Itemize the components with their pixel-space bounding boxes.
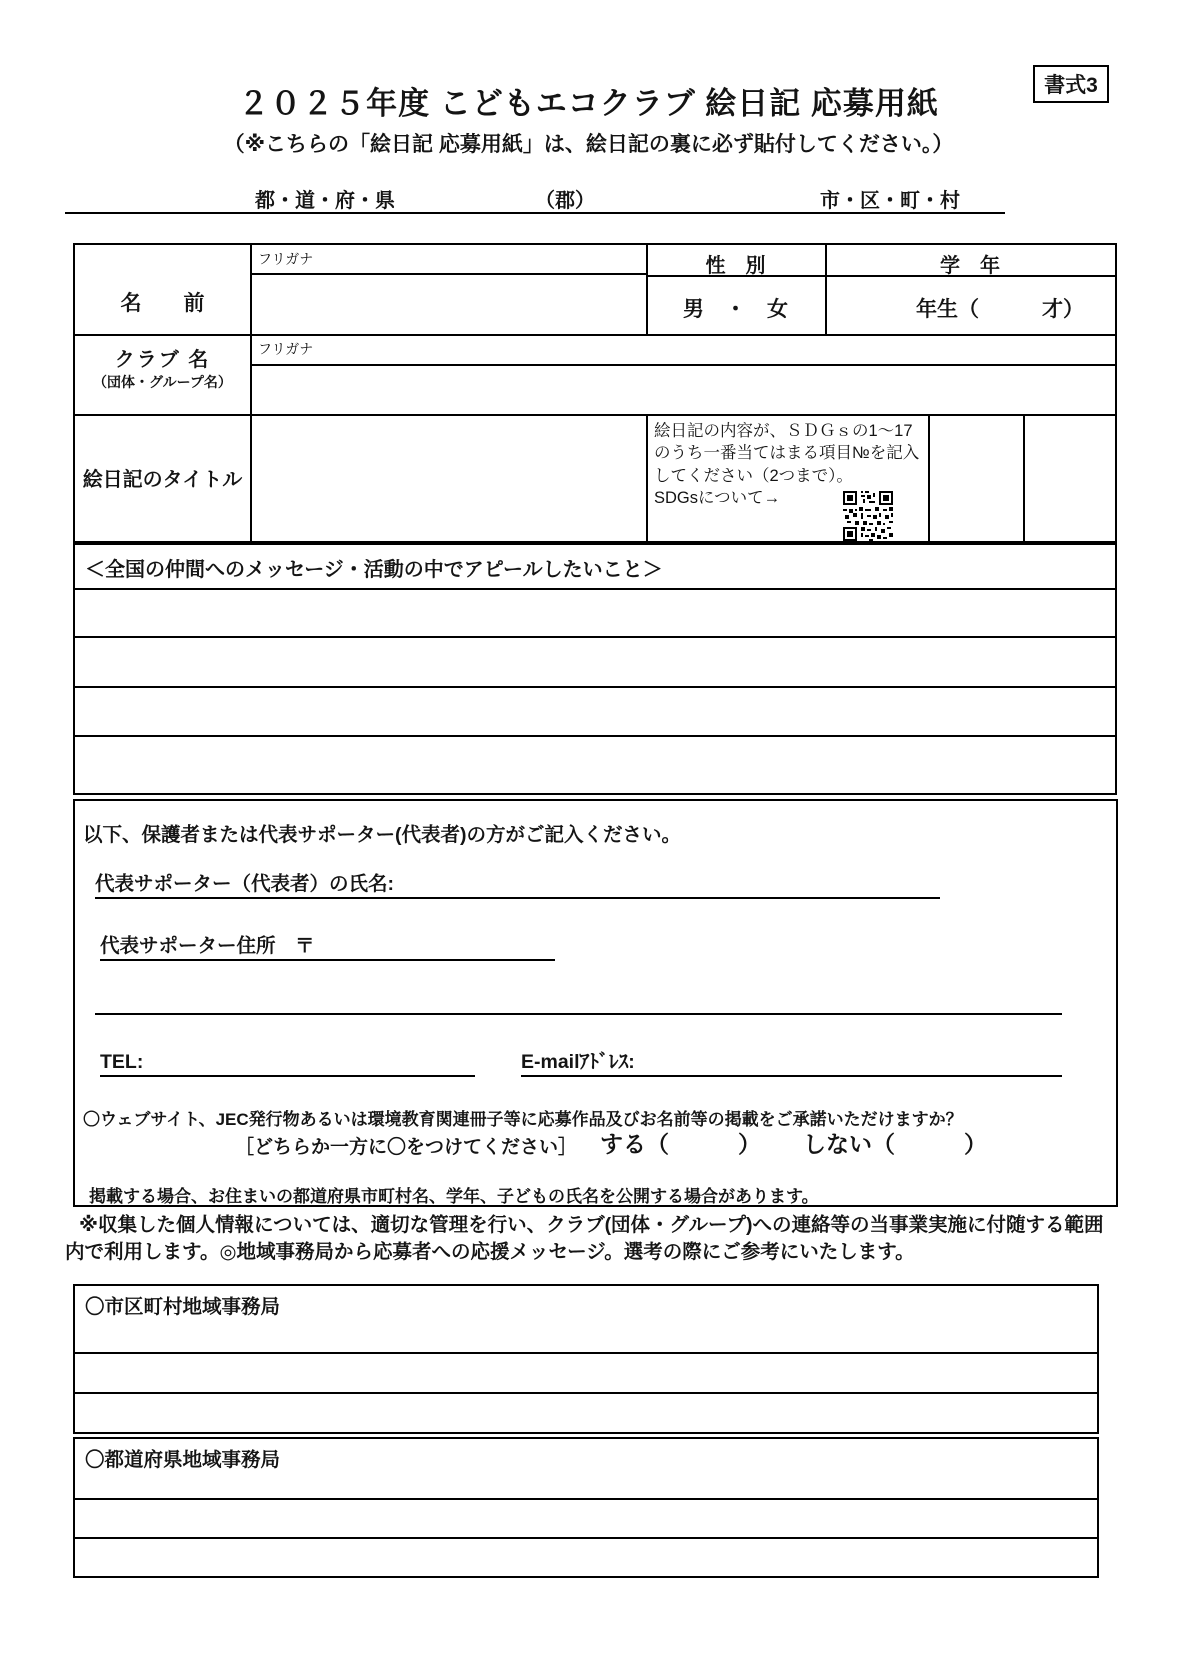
publish-note: 掲載する場合、お住まいの都道府県市町村名、学年、子どもの氏名を公開する場合があります。 (89, 1187, 819, 1206)
grade-label: 学 年 (940, 255, 1000, 277)
consent-question: 〇ウェブサイト、JEC発行物あるいは環境教育関連冊子等に応募作品及びお名前等の掲載をご承諾いただけますか？ (83, 1110, 963, 1129)
name-input-area[interactable] (252, 275, 644, 332)
email-field[interactable] (521, 1043, 1062, 1077)
message-heading: ＜全国の仲間へのメッセージ・活動の中でアピールしたいこと＞ (85, 559, 663, 581)
name-furigana-label: フリガナ (258, 251, 314, 267)
format-badge-label: 書式3 (1044, 74, 1098, 97)
prefectural-office-box (73, 1437, 1099, 1578)
municipality-label: 市・区・町・村 (820, 190, 960, 212)
club-furigana-label: フリガナ (258, 341, 314, 357)
consent-no-option[interactable]: しない（ ） (803, 1131, 987, 1157)
message-row-4[interactable] (75, 737, 1115, 793)
qr-code-icon (840, 491, 896, 541)
applicant-table (73, 243, 1117, 543)
prefectural-office-row-2[interactable] (75, 1500, 1097, 1537)
message-row-2[interactable] (75, 638, 1115, 686)
diary-title-input-area[interactable] (252, 416, 644, 539)
municipal-office-box (73, 1284, 1099, 1434)
municipal-office-row-1[interactable] (75, 1286, 1097, 1352)
sdgs-note: 絵日記の内容が、ＳＤＧｓの1～17のうち一番当てはまる項目№を記入してください（2つまで）。 (654, 422, 920, 485)
gender-label: 性 別 (705, 255, 766, 277)
sdgs-link-label: SDGsについて→ (654, 489, 781, 508)
county-label: （郡） (535, 190, 595, 212)
privacy-note: ※収集した個人情報については、適切な管理を行い、クラブ(団体・グループ)への連絡等の当事業実施に付随する範囲内で利用します。◎地域事務局から応募者への応援メッセージ。選考の際にご参考にいたします。 (65, 1214, 1104, 1263)
grade-input-area[interactable]: 年生（ 才） (916, 298, 1084, 321)
region-write-line[interactable] (65, 212, 1005, 214)
supporter-address-label: 代表サポーター住所 〒 (100, 934, 315, 957)
message-table (73, 543, 1117, 795)
municipal-office-row-2[interactable] (75, 1354, 1097, 1392)
club-name-label: クラブ 名 （団体・グループ名） (93, 349, 232, 390)
guardian-intro: 以下、保護者または代表サポーター(代表者)の方がご記入ください。 (83, 824, 681, 846)
prefectural-office-row-3[interactable] (75, 1539, 1097, 1576)
supporter-name-field[interactable] (95, 865, 940, 899)
gender-options[interactable]: 男 ・ 女 (683, 298, 788, 321)
prefecture-label: 都・道・府・県 (255, 190, 395, 212)
prefectural-office-label: 〇都道府県地域事務局 (85, 1449, 281, 1471)
municipal-office-row-3[interactable] (75, 1394, 1097, 1432)
diary-title-label: 絵日記のタイトル (82, 469, 243, 491)
club-name-input-area[interactable] (252, 366, 1112, 412)
name-label: 名 前 (120, 292, 205, 315)
message-row-3[interactable] (75, 688, 1115, 735)
guardian-section (73, 799, 1118, 1207)
supporter-name-label: 代表サポーター（代表者）の氏名: (95, 872, 394, 895)
email-label: E-mailｱﾄﾞﾚｽ: (521, 1050, 635, 1073)
prefectural-office-row-1[interactable] (75, 1439, 1097, 1498)
page-subtitle: （※こちらの「絵日記 応募用紙」は、絵日記の裏に必ず貼付してください。） (223, 133, 954, 156)
message-row-1[interactable] (75, 590, 1115, 636)
page-title: ２０２５年度 こどもエコクラブ 絵日記 応募用紙 (238, 86, 939, 121)
consent-yes-option[interactable]: する（ ） (600, 1131, 761, 1157)
supporter-address-line2-field[interactable] (95, 951, 1062, 1015)
consent-instruction: ［どちらか一方に〇をつけてください］ (235, 1137, 578, 1158)
tel-field[interactable] (100, 1043, 475, 1077)
municipal-office-label: 〇市区町村地域事務局 (85, 1296, 281, 1318)
tel-label: TEL: (100, 1050, 144, 1073)
table-divider (1023, 414, 1025, 541)
table-divider (75, 334, 1115, 336)
table-divider (928, 414, 930, 541)
